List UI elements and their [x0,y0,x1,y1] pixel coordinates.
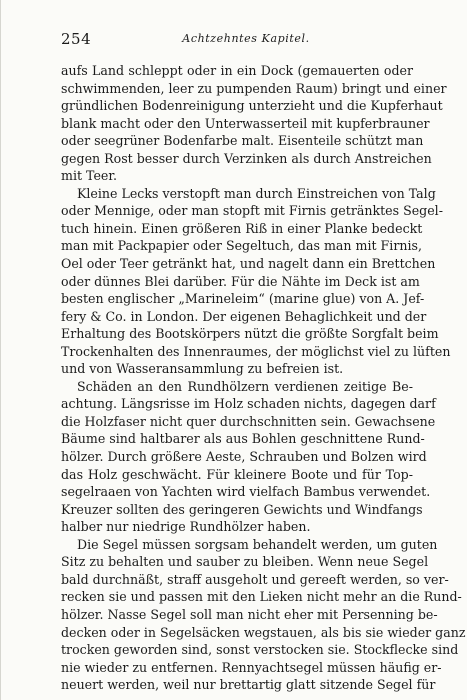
text-line: oder dünnes Blei darüber. Für die Nähte im Deck ist am [61,273,420,289]
body-text [61,62,466,694]
paragraph [61,378,436,536]
text-line: Bäume sind haltbarer als aus Bohlen geschnittene Rund- [61,431,425,447]
text-line: hölzer. Durch größere Aeste, Schrauben und Bolzen wird [61,449,427,465]
page-header [61,30,431,46]
text-line: gründlichen Bodenreinigung unterzieht und die Kupferhaut [61,98,443,114]
text-line: nie wieder zu entfernen. Rennyachtsegel müssen häufig er- [61,659,442,675]
text-line: segelraaen von Yachten wird vielfach Bambus verwendet. [61,484,431,500]
text-line: bald durchnäßt, straff ausgeholt und gereeft werden, so ver- [61,571,449,587]
text-line: die Holzfaser nicht quer durchschnitten sein. Gewachsene [61,413,436,429]
text-line: Die Segel müssen sorgsam behandelt werden, um guten [77,536,438,552]
text-line: achtung. Längsrisse im Holz schaden nichts, dagegen darf [61,396,436,412]
text-line: fery & Co. in London. Der eigenen Behaglichkeit und der [61,308,427,324]
text-line: oder Mennige, oder man stopft mit Firnis getränktes Segel- [61,203,443,219]
text-line: decken oder in Segelsäcken wegstauen, als bis sie wieder ganz [61,624,466,640]
text-line: man mit Packpapier oder Segeltuch, das man mit Firnis, [61,238,422,254]
text-line: Erhaltung des Bootskörpers nützt die größte Sorgfalt beim [61,326,439,342]
paragraph [61,185,451,378]
text-line: hölzer. Nasse Segel soll man nicht eher mit Persenning be- [61,606,438,622]
text-line: blank macht oder den Unterwasserteil mit kupferbrauner [61,115,430,131]
text-line: mit Teer. [61,168,118,184]
text-line: aufs Land schleppt oder in ein Dock (gemauerten oder [61,63,413,78]
paragraph [61,536,466,694]
text-line: gegen Rost besser durch Verzinken als durch Anstreichen [61,150,432,166]
text-line: neuert werden, weil nur brettartig glatt sitzende Segel für [61,677,436,693]
text-line: und von Wasseransammlung zu befreien ist. [61,361,344,377]
running-title: Achtzehntes Kapitel. [182,32,310,45]
text-line: recken sie und passen mit den Lieken nicht mehr an die Rund- [61,589,462,605]
page-number: 254 [61,30,92,48]
paragraph [61,62,447,185]
text-line: Trockenhalten des Innenraumes, der möglichst viel zu lüften [61,343,451,359]
text-line: schwimmenden, leer zu pumpenden Raum) bringt und einer [61,80,447,96]
text-line: Sitz zu behalten und sauber zu bleiben. Wenn neue Segel [61,554,429,570]
text-line: halber nur niedrige Rundhölzer haben. [61,519,311,535]
text-line: das Holz geschwächt. Für kleinere Boote und für Top- [61,466,413,482]
text-line: Oel oder Teer getränkt hat, und nagelt dann ein Brettchen [61,256,436,272]
text-line: tuch hinein. Einen größeren Riß in einer Planke bedeckt [61,220,423,236]
text-line: Schäden an den Rundhölzern verdienen zeitige Be- [77,378,413,394]
text-line: Kreuzer sollten des geringeren Gewichts und Windfangs [61,501,423,517]
text-line: oder seegrüner Bodenfarbe malt. Eisenteile schützt man [61,133,424,149]
text-line: trocken geworden sind, sonst verstocken sie. Stockflecke sind [61,642,459,658]
text-line: besten englischer „Marineleim“ (marine glue) von A. Jef- [61,291,425,307]
text-line: Kleine Lecks verstopft man durch Einstreichen von Talg [77,185,436,201]
